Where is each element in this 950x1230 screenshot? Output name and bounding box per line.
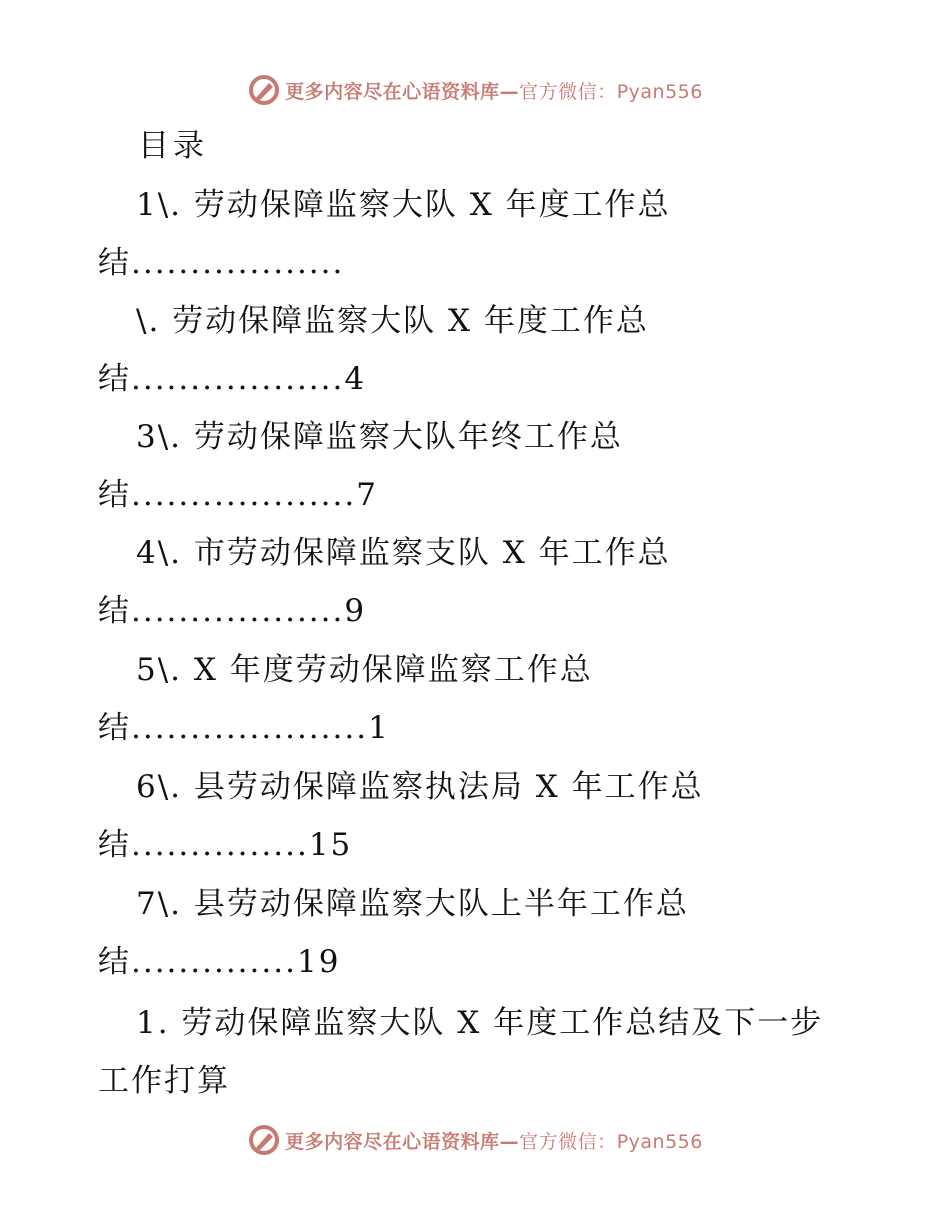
toc-entry-6-page: 15 bbox=[308, 827, 353, 863]
toc-entry-6-title[interactable]: 6\. 县劳动保障监察执法局 X 年工作总 bbox=[136, 769, 704, 805]
section-heading-line2: 工作打算 bbox=[98, 1063, 230, 1099]
toc-title: 目录 bbox=[138, 128, 208, 164]
toc-entry-1-title[interactable]: 1\. 劳动保障监察大队 X 年度工作总 bbox=[136, 187, 671, 223]
toc-entry-7-leader[interactable]: 结..............19 bbox=[98, 944, 341, 980]
pen-logo-icon bbox=[247, 1123, 281, 1157]
toc-entry-5-title[interactable]: 5\. X 年度劳动保障监察工作总 bbox=[136, 652, 593, 688]
toc-entry-6-leader[interactable]: 结...............15 bbox=[98, 827, 353, 863]
watermark-banner-bottom bbox=[0, 1120, 950, 1160]
section-heading-line1: 1. 劳动保障监察大队 X 年度工作总结及下一步 bbox=[136, 1005, 824, 1041]
toc-entry-3-leader[interactable]: 结...................7 bbox=[98, 477, 378, 513]
toc-entry-4-title[interactable]: 4\. 市劳动保障监察支队 X 年工作总 bbox=[136, 535, 671, 571]
watermark-separator: — bbox=[499, 1130, 520, 1153]
toc-entry-4-leader[interactable]: 结..................9 bbox=[98, 593, 367, 629]
toc-entry-7-title[interactable]: 7\. 县劳动保障监察大队上半年工作总 bbox=[136, 886, 689, 922]
watermark-banner-top bbox=[0, 70, 950, 110]
toc-entry-7-page: 19 bbox=[296, 944, 341, 980]
toc-entry-1-leader[interactable]: 结.................. bbox=[98, 245, 345, 281]
toc-entry-5-page: 1 bbox=[368, 710, 390, 746]
watermark-wechat-label: 官方微信： bbox=[519, 80, 617, 103]
toc-entry-4-page: 9 bbox=[344, 593, 367, 629]
watermark-wechat-id: Pyan556 bbox=[616, 80, 703, 103]
watermark-separator: — bbox=[499, 80, 520, 103]
watermark-text: 更多内容尽在心语资料库 bbox=[285, 80, 500, 103]
toc-entry-2-title[interactable]: \. 劳动保障监察大队 X 年度工作总 bbox=[136, 303, 649, 339]
toc-entry-2-page: 4 bbox=[344, 361, 367, 397]
toc-entry-2-leader[interactable]: 结..................4 bbox=[98, 361, 367, 397]
pen-logo-icon bbox=[247, 73, 281, 107]
toc-entry-5-leader[interactable]: 结....................1 bbox=[98, 710, 390, 746]
toc-entry-3-title[interactable]: 3\. 劳动保障监察大队年终工作总 bbox=[136, 419, 623, 455]
watermark-wechat-label: 官方微信： bbox=[519, 1130, 617, 1153]
watermark-wechat-id: Pyan556 bbox=[616, 1130, 703, 1153]
toc-entry-3-page: 7 bbox=[356, 477, 378, 513]
watermark-text: 更多内容尽在心语资料库 bbox=[285, 1130, 500, 1153]
